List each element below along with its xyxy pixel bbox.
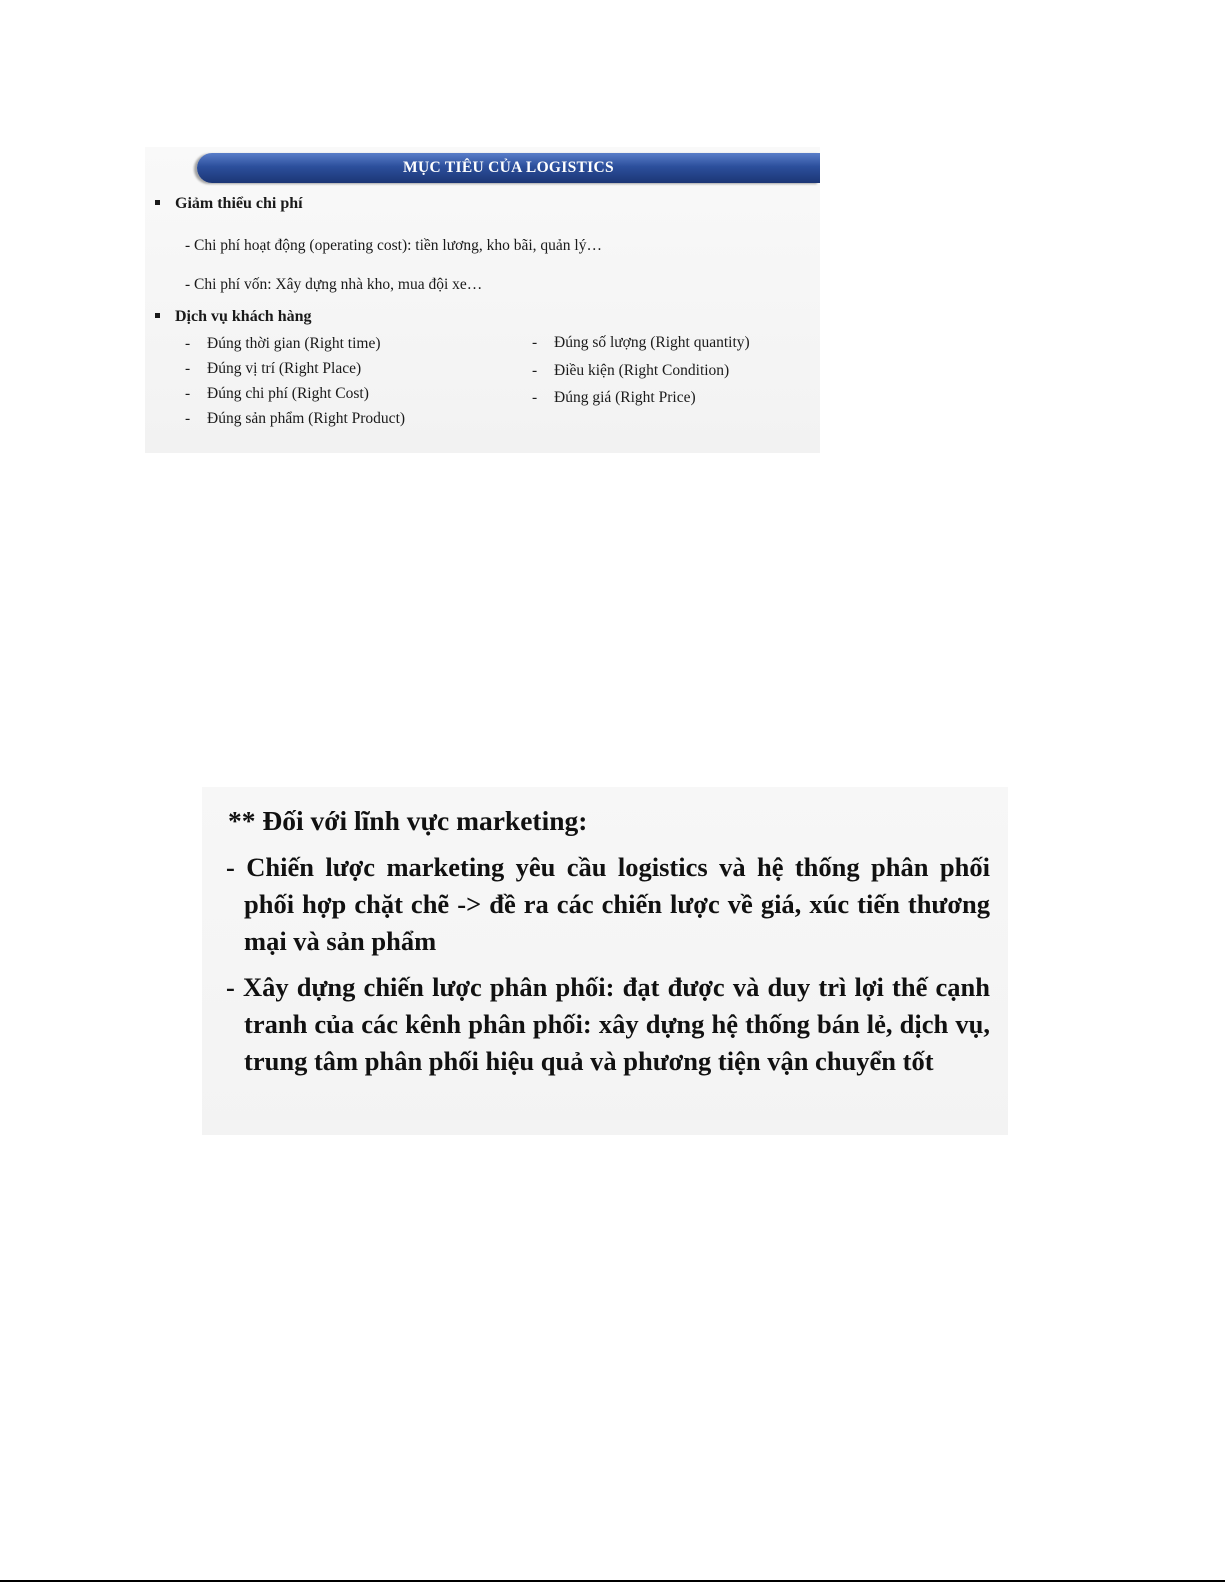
square-bullet-icon bbox=[155, 313, 160, 318]
marketing-paragraph-strategy: - Chiến lược marketing yêu cầu logistics và hệ thống phân phối phối hợp chặt chẽ -> đề ra các chiến lược về giá, xúc tiến thương mại và sản phẩm bbox=[226, 852, 990, 956]
cost-line-capital: - Chi phí vốn: Xây dựng nhà kho, mua đội xe… bbox=[185, 276, 483, 293]
bullet-heading: Giảm thiểu chi phí bbox=[175, 195, 303, 212]
bullet-cost-reduction bbox=[155, 194, 303, 214]
service-item-right-condition: - Điều kiện (Right Condition) bbox=[532, 362, 730, 379]
service-item-right-product: - Đúng sản phẩm (Right Product) bbox=[185, 410, 406, 427]
marketing-paragraph-distribution: - Xây dựng chiến lược phân phối: đạt được và duy trì lợi thế cạnh tranh của các kênh phân phối: xây dựng hệ thống bán lẻ, dịch vụ, trung tâm phân phối hiệu quả và phương tiện vận chuyển tốt bbox=[226, 972, 990, 1076]
slide-title: MỤC TIÊU CỦA LOGISTICS bbox=[403, 159, 614, 176]
bullet-customer-service bbox=[155, 307, 312, 327]
service-item-right-place: - Đúng vị trí (Right Place) bbox=[185, 360, 362, 377]
service-item-right-cost: - Đúng chi phí (Right Cost) bbox=[185, 385, 369, 402]
cost-line-operating: - Chi phí hoạt động (operating cost): tiền lương, kho bãi, quản lý… bbox=[185, 237, 602, 254]
slide-logistics-objectives bbox=[145, 147, 820, 453]
marketing-heading: ** Đối với lĩnh vực marketing: bbox=[228, 805, 588, 836]
service-item-right-time: - Đúng thời gian (Right time) bbox=[185, 335, 381, 352]
service-item-right-quantity: - Đúng số lượng (Right quantity) bbox=[532, 334, 750, 351]
service-item-right-price: - Đúng giá (Right Price) bbox=[532, 389, 696, 406]
slide-title-banner bbox=[197, 153, 820, 183]
bullet-heading: Dịch vụ khách hàng bbox=[175, 308, 312, 325]
slide-marketing bbox=[202, 787, 1008, 1135]
page-bottom-rule bbox=[0, 1580, 1225, 1582]
square-bullet-icon bbox=[155, 200, 160, 205]
